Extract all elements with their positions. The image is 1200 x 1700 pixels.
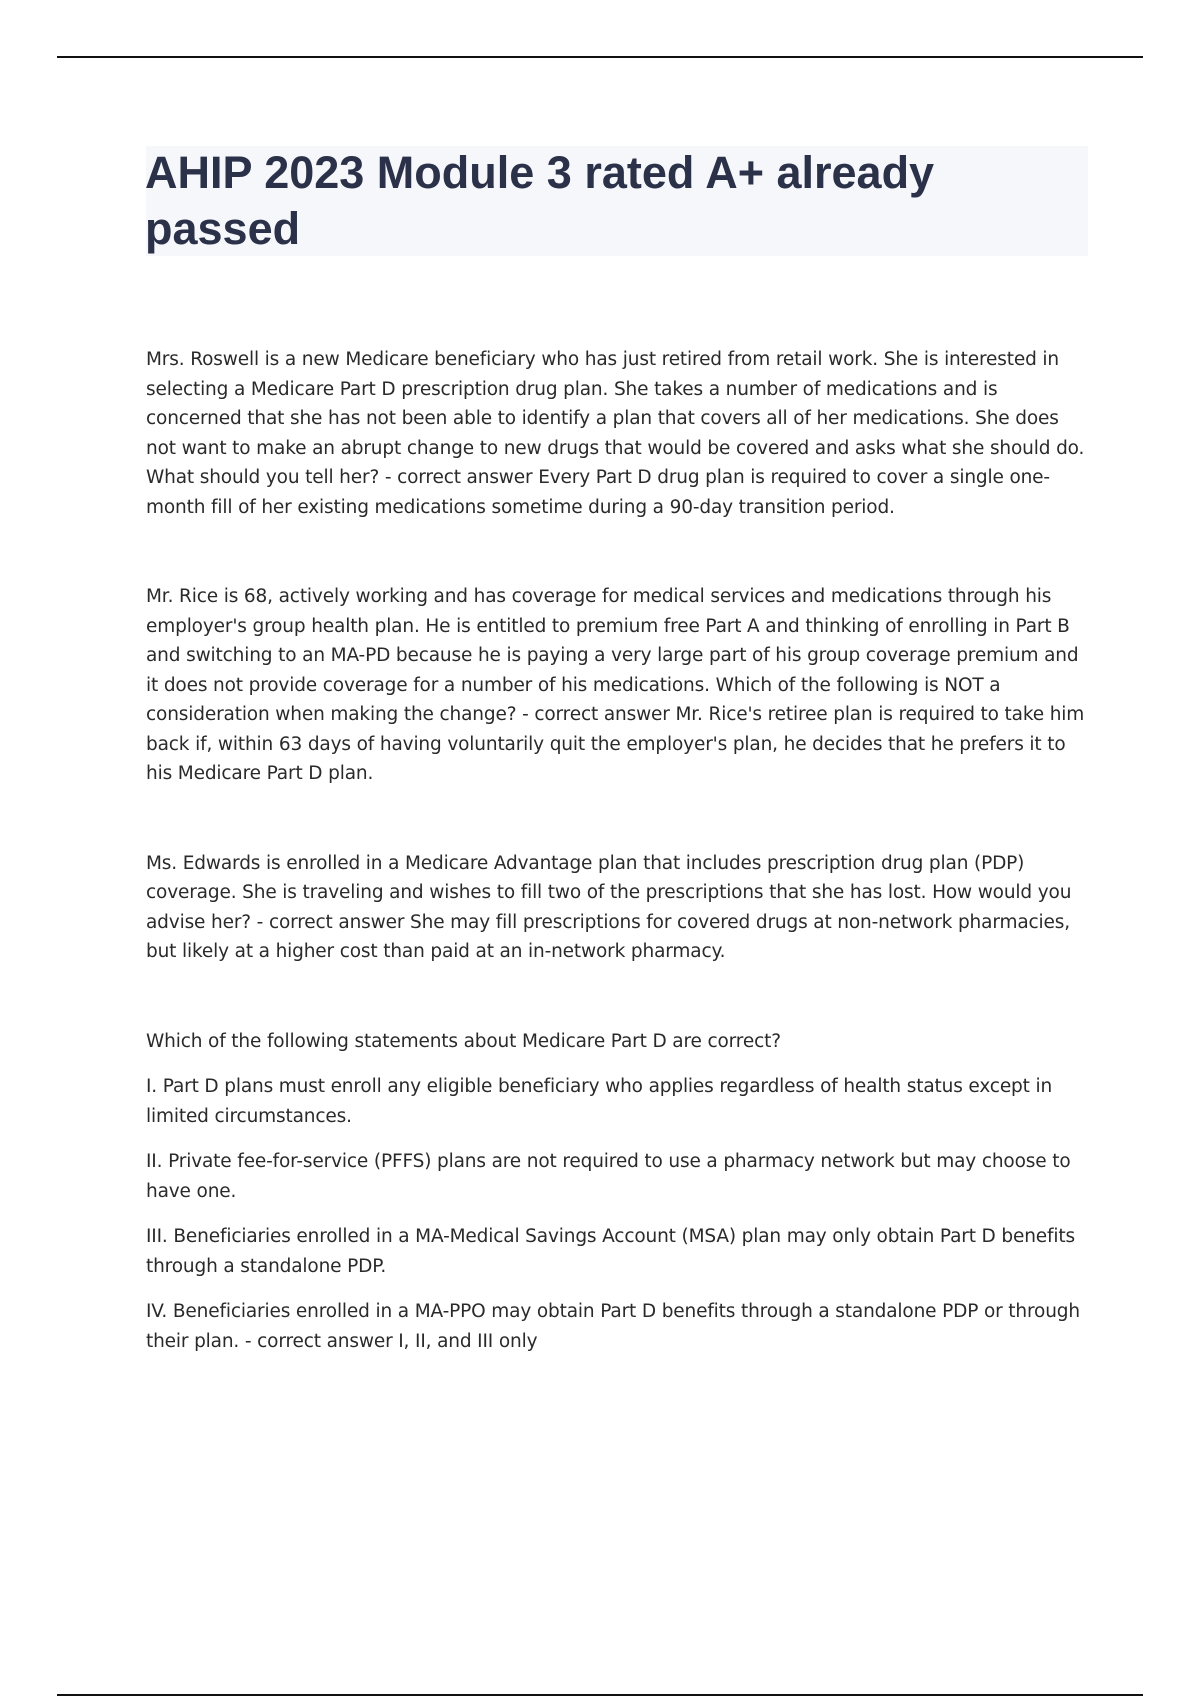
question-block (146, 582, 1088, 789)
final-question-block (146, 1027, 1088, 1357)
page-title: AHIP 2023 Module 3 rated A+ already passed (145, 147, 935, 254)
bottom-rule (57, 1694, 1143, 1696)
question-block (146, 345, 1088, 522)
document-body (146, 345, 1088, 1416)
title-banner (146, 146, 1088, 256)
statement-item: I. Part D plans must enroll any eligible beneficiary who applies regardless of health status except in limited circumstances. (146, 1076, 1053, 1127)
question-text: Ms. Edwards is enrolled in a Medicare Advantage plan that includes prescription drug plan (PDP) coverage. She is traveling and wishes to fill two of the prescriptions that she has lost. How would you advise her? - correct answer She may fill prescriptions for covered drugs at non-network pharmacies, but likely at a higher cost than paid at an in-network pharmacy. (146, 852, 1072, 962)
question-text: Mr. Rice is 68, actively working and has coverage for medical services and medications through his employer's group health plan. He is entitled to premium free Part A and thinking of enrolling in Part B and switching to an MA-PD because he is paying a very large part of his group coverage premium and it does not provide coverage for a number of his medications. Which of the following is NOT a consideration when making the change? - correct answer Mr. Rice's retiree plan is required to take him back if, within 63 days of having voluntarily quit the employer's plan, he decides that he prefers it to his Medicare Part D plan. (146, 586, 1085, 784)
question-text: Mrs. Roswell is a new Medicare beneficiary who has just retired from retail work. She is interested in selecting a Medicare Part D prescription drug plan. She takes a number of medications and is concerned that she has not been able to identify a plan that covers all of her medications. She does not want to make an abrupt change to new drugs that would be covered and asks what she should do. What should you tell her? - correct answer Every Part D drug plan is required to cover a single one-month fill of her existing medications sometime during a 90-day transition period. (146, 349, 1085, 518)
statement-item: III. Beneficiaries enrolled in a MA-Medical Savings Account (MSA) plan may only obtain Part D benefits through a standalone PDP. (146, 1226, 1075, 1277)
question-block (146, 849, 1088, 967)
top-rule (57, 56, 1143, 58)
final-question-prompt: Which of the following statements about Medicare Part D are correct? (146, 1030, 781, 1052)
statement-item: IV. Beneficiaries enrolled in a MA-PPO may obtain Part D benefits through a standalone PDP or through their plan. - correct answer I, II, and III only (146, 1301, 1080, 1352)
statement-item: II. Private fee-for-service (PFFS) plans are not required to use a pharmacy network but may choose to have one. (146, 1151, 1071, 1202)
